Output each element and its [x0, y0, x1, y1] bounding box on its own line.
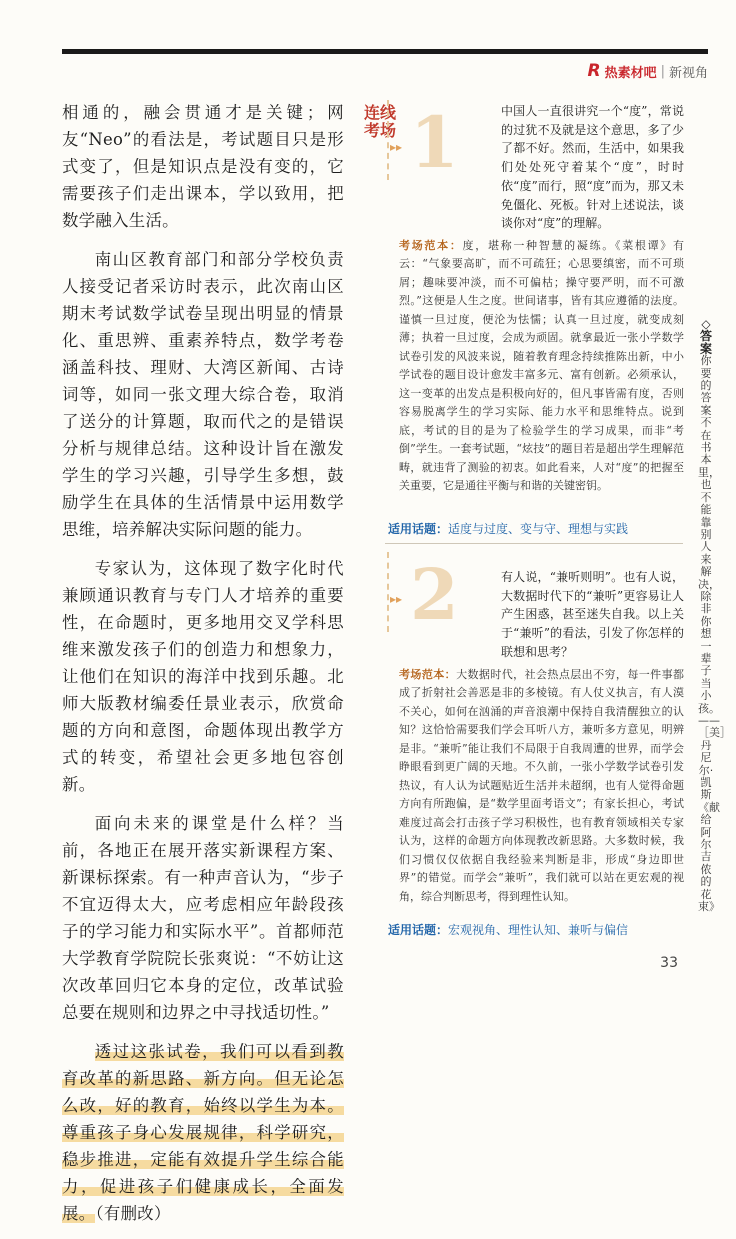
- question-1-prompt: 中国人一直很讲究一个“度”，常说的过犹不及就是这个意思，多了少了都不好。然而，生活中，如果我们处处死守着某个“度”，时时依“度”而行，照“度”而为，那又未免僵化、死板。针对上述说法，谈谈你对“度”的理解。: [501, 104, 684, 231]
- answer-title: ◇答案: [699, 317, 712, 356]
- article-column: [62, 99, 344, 1239]
- article-paragraph: 南山区教育部门和部分学校负责人接受记者采访时表示，此次南山区期末考试数学试卷呈现出明显的情景化、重思辨、重素养特点，数学考卷涵盖科技、理财、大湾区新闻、古诗词等，如同一张文理大综合卷，取消了送分的计算题，取而代之的是错误分析与规律总结。这种设计旨在激发学生的学习兴趣，引导学生多想，鼓励学生在具体的生活情景中运用数学思维，培养解决实际问题的能力。: [62, 250, 344, 539]
- question-1-topics: [388, 520, 628, 537]
- topics-label: 适用话题：: [388, 522, 449, 536]
- model-text: 度，堪称一种智慧的凝练。《菜根谭》有云：“气象要高旷，而不可疏狂；心思要缜密，而不可琐屑；趣味要冲淡，而不可偏枯；操守要严明，而不可激烈。”这便是人生之度。世间诸事，皆有其应遵循的法度。谨慎一旦过度，便沦为怯懦；认真一旦过度，就变成刻薄；执着一旦过度，会成为顽固。就拿最近一张小学数学试卷引发的风波来说，随着教育理念持续推陈出新，中小学试卷的题目设计愈发丰富多元、富有创新。必须承认，这一变革的出发点是积极向好的，但凡事皆需有度，否则容易脱离学生的学习实际、能力水平和思维特点。说到底，考试的目的是为了检验学生的学习成果，而非“考倒”学生。一套考试题，“炫技”的题目若是超出学生理解范畴，就违背了测验的初衷。如此看来，人对“度”的把握至关重要，它是通往平衡与和谐的关键密钥。: [399, 238, 685, 493]
- edit-note: （有删改）: [95, 1204, 171, 1223]
- topics-label: 适用话题：: [388, 923, 449, 937]
- question-1: [399, 102, 684, 496]
- model-text: 大数据时代，社会热点层出不穷，每一件事都成了折射社会善恶是非的多棱镜。有人仗义执言，有人漠不关心，如何在汹涌的声音浪潮中保持自我清醒独立的认知？这恰恰需要我们学会耳听八方，兼听多方意见，明辨是非。“兼听”能让我们不局限于自我周遭的世界，而学会睁眼看到更广阔的天地。不久前，一张小学数学试卷引发热议，有人认为试题贴近生活并未超纲，也有人觉得命题方向有所跑偏，是“数学里面考语文”；有家长担心，考试难度过高会打击孩子学习积极性，也有教育领域相关专家认为，这样的命题方向体现教改新思路。大多数时候，我们习惯仅仅依据自我经验来判断是非，形成“身边即世界”的错觉。而学会“兼听”，我们就可以站在更宏观的视角，综合判断思考，得到理性认知。: [399, 667, 685, 903]
- question-1-model: [399, 237, 684, 496]
- answer-sidebar: [698, 317, 731, 914]
- answer-attribution: ——［美］丹尼尔·凯斯《献给阿尔吉侬的花束》: [698, 714, 731, 914]
- section-label: 连线考场: [363, 103, 396, 140]
- top-rule: [62, 49, 708, 54]
- article-paragraph: 专家认为，这体现了数字化时代兼顾通识教育与专门人才培养的重要性，在命题时，更多地用交叉学科思维来激发孩子们的创造力和想象力，让他们在知识的海洋中找到乐趣。北师大版教材编委任景业表示，欣赏命题的方向和意图，命题体现出教学方式的转变，希望社会更多地包容创新。: [62, 559, 344, 794]
- model-label: 考场范本：: [399, 238, 463, 252]
- brand-header: [587, 61, 708, 81]
- answer-quote: 你要的答案不在书本里，也不能靠别人来解决，除非你想一辈子当小孩。: [698, 354, 720, 715]
- question-2-number: 2: [410, 553, 459, 636]
- brand-name: 热素材吧: [604, 65, 657, 81]
- question-1-number: 1: [410, 101, 459, 184]
- question-2: [399, 568, 684, 906]
- brand-logo: R: [587, 61, 601, 81]
- page-number: 33: [660, 955, 678, 971]
- question-2-model: [399, 666, 684, 907]
- article-paragraph-highlight: [62, 1038, 344, 1227]
- highlighted-text: 透过这张试卷，我们可以看到教育改革的新思路、新方向。但无论怎么改，好的教育，始终以学生为本。尊重孩子身心发展规律，科学研究，稳步推进，定能有效提升学生综合能力，促进孩子们健康成长，全面发展。: [62, 1042, 344, 1223]
- topics-text: 适度与过度、变与守、理想与实践: [448, 522, 629, 536]
- question-2-prompt: 有人说，“兼听则明”。也有人说，大数据时代下的“兼听”更容易让人产生困惑，甚至迷失自我。以上关于“兼听”的看法，引发了你怎样的联想和思考？: [501, 570, 684, 659]
- article-paragraph: 面向未来的课堂是什么样？当前，各地正在展开落实新课程方案、新课标探索。有一种声音认为，“步子不宜迈得太大，应考虑相应年龄段孩子的学习能力和实际水平”。首都师范大学教育学院院长张爽说：“不妨让这次改革回归它本身的定位，改革试验总要在规则和边界之中寻找适切性。”: [62, 814, 344, 1022]
- topics-text: 宏观视角、理性认知、兼听与偏信: [448, 923, 629, 937]
- section-name: 新视角: [668, 65, 708, 81]
- section-divider: [385, 543, 683, 544]
- question-2-topics: [388, 921, 628, 938]
- brand-separator: |: [660, 63, 665, 79]
- arrow-icon: ▸▸: [390, 140, 403, 154]
- model-label: 考场范本：: [399, 667, 457, 681]
- article-paragraph: 相通的，融会贯通才是关键；网友“Neo”的看法是，考试题目只是形式变了，但是知识点是没有变的，它需要孩子们走出课本，学以致用，把数学融入生活。: [62, 103, 344, 230]
- arrow-icon: ▸▸: [390, 592, 403, 606]
